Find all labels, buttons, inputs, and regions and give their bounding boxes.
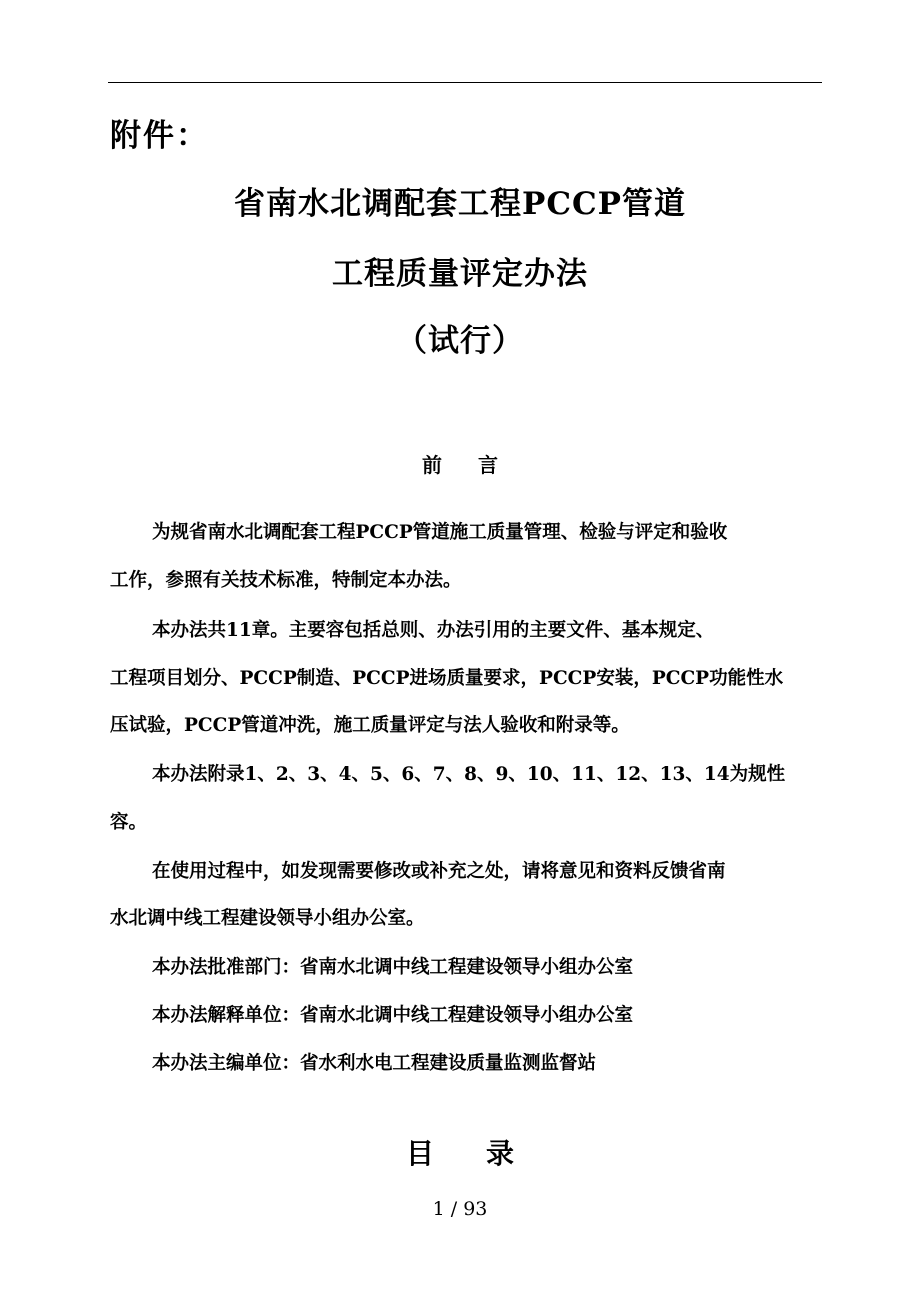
preface-heading: 前言 (422, 453, 534, 477)
preface-paragraph-line: 水北调中线工程建设领导小组办公室。 (110, 908, 425, 929)
preface-paragraph-line: 本办法共11章。主要容包括总则、办法引用的主要文件、基本规定、 (152, 620, 715, 641)
attachment-label: 附件： (110, 118, 209, 154)
preface-paragraph-line: 在使用过程中，如发现需要修改或补充之处，请将意见和资料反馈省南 (152, 861, 726, 882)
document-title-line-3: （试行） (396, 323, 524, 359)
preface-paragraph-line: 工程项目划分、PCCP制造、PCCP进场质量要求，PCCP安装，PCCP功能性水 (110, 668, 784, 689)
preface-paragraph-line: 为规省南水北调配套工程PCCP管道施工质量管理、检验与评定和验收 (152, 522, 728, 543)
document-title-line-1: 省南水北调配套工程PCCP管道 (234, 186, 686, 222)
document-title-line-2: 工程质量评定办法 (332, 256, 588, 292)
preface-paragraph-line: 工作，参照有关技术标准，特制定本办法。 (110, 570, 462, 591)
page-number: 1 / 93 (432, 1198, 488, 1220)
preface-interpretation-line: 本办法解释单位：省南水北调中线工程建设领导小组办公室 (152, 1005, 634, 1026)
preface-paragraph-line: 容。 (110, 812, 148, 833)
preface-paragraph-line: 压试验，PCCP管道冲洗，施工质量评定与法人验收和附录等。 (110, 715, 630, 736)
toc-heading: 目录 (405, 1137, 566, 1170)
preface-paragraph-line: 本办法附录1、2、3、4、5、6、7、8、9、10、11、12、13、14为规性 (152, 764, 786, 785)
preface-approval-line: 本办法批准部门：省南水北调中线工程建设领导小组办公室 (152, 957, 634, 978)
preface-editor-line: 本办法主编单位：省水利水电工程建设质量监测监督站 (152, 1053, 597, 1074)
header-rule (108, 82, 822, 83)
